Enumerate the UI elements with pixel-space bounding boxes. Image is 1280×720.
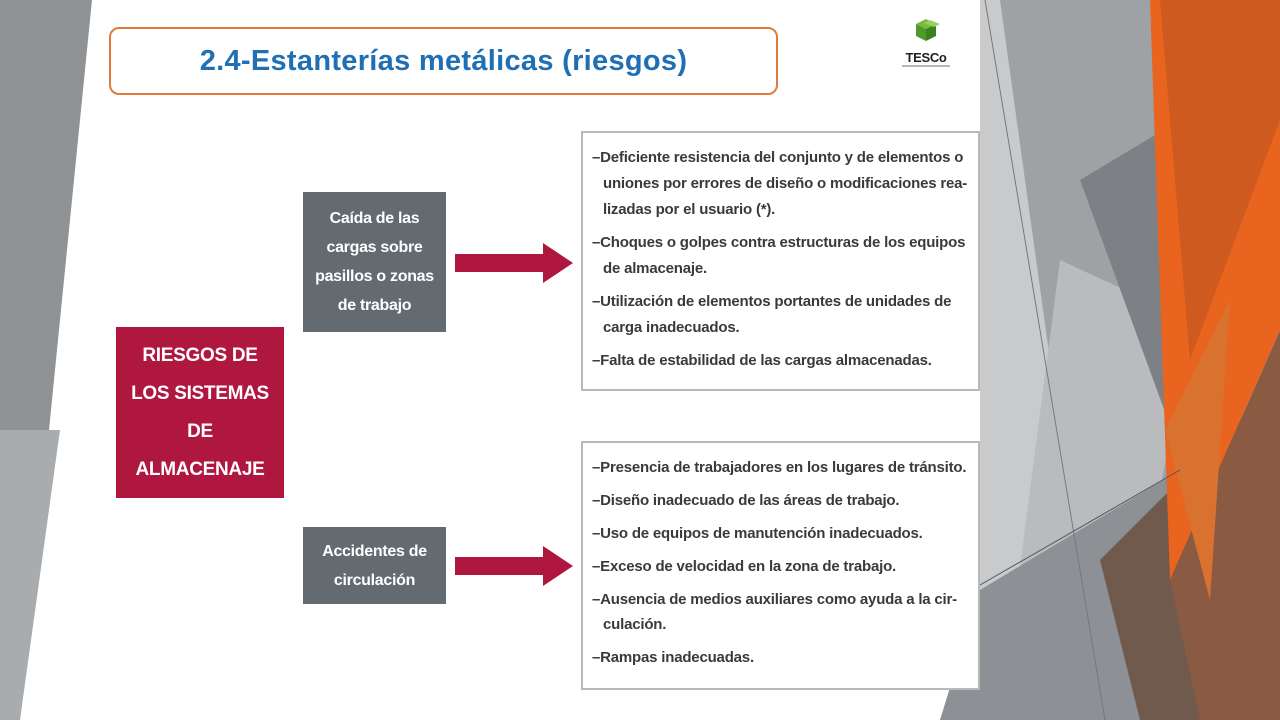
list-item: –Ausencia de medios auxiliares como ayuda a la cir- culación. — [592, 591, 957, 633]
main-risk-box — [116, 327, 284, 498]
list-item: –Uso de equipos de manutención inadecuados. — [592, 525, 923, 542]
list-item: –Diseño inadecuado de las áreas de trabajo. — [592, 492, 900, 509]
green-cube-logo-icon — [908, 18, 944, 50]
list-item: –Choques o golpes contra estructuras de los equipos de almacenaje. — [592, 234, 966, 277]
risk-list-traffic-accidents — [581, 441, 980, 690]
arrow-right-icon — [455, 243, 573, 283]
risk-list-falling-loads — [581, 131, 980, 391]
category-box-falling-loads — [303, 192, 446, 332]
list-item: –Utilización de elementos portantes de unidades de carga inadecuados. — [592, 293, 952, 336]
list-item: –Rampas inadecuadas. — [592, 649, 754, 666]
tesco-logo — [898, 18, 954, 70]
main-risk-label: RIESGOS DE LOS SISTEMAS DE ALMACENAJE — [131, 344, 269, 480]
category-box-traffic-accidents — [303, 527, 446, 604]
list-item: –Falta de estabilidad de las cargas almacenadas. — [592, 352, 932, 369]
page-title: 2.4-Estanterías metálicas (riesgos) — [199, 44, 688, 77]
logo-text: TESCo — [905, 50, 947, 65]
list-item: –Deficiente resistencia del conjunto y de elementos o uniones por errores de diseño o modificaciones rea- lizadas por el usuario (*). — [592, 149, 968, 218]
logo-tagline-line — [902, 65, 950, 67]
arrow-right-icon — [455, 546, 573, 586]
category-label-falling-loads: Caída de las cargas sobre pasillos o zonas de trabajo — [315, 210, 434, 314]
list-item: –Exceso de velocidad en la zona de trabajo. — [592, 558, 897, 575]
title-box — [109, 27, 778, 95]
list-item: –Presencia de trabajadores en los lugares de tránsito. — [592, 459, 967, 476]
category-label-traffic-accidents: Accidentes de circulación — [322, 542, 427, 589]
